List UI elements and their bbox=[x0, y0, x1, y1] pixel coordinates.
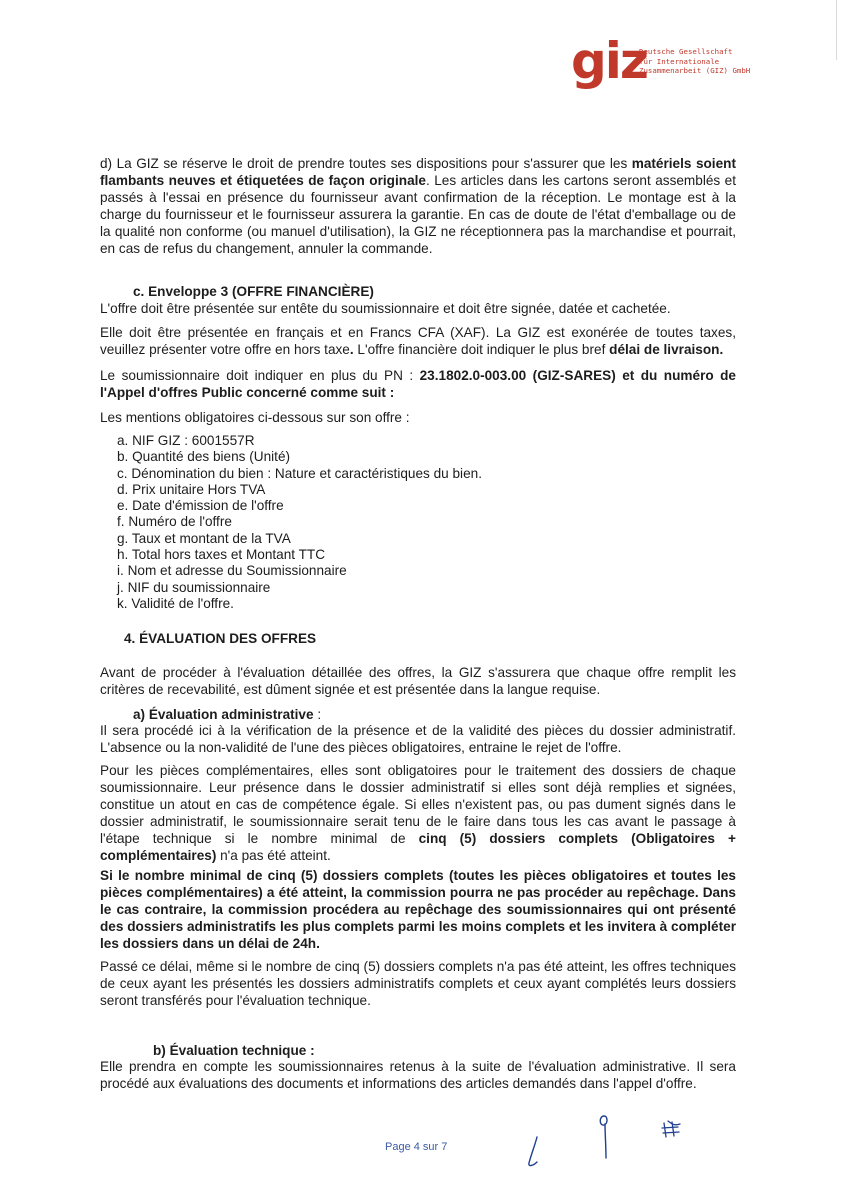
section4-intro-text: Avant de procéder à l'évaluation détaillée des offres, la GIZ s'assurera que chaque offre remplit les critères de recevabilité, est dûment signée et est présentée dans la langue requise. bbox=[100, 665, 736, 697]
envelope3-p2 bbox=[100, 324, 736, 358]
envelope3-p1 bbox=[100, 300, 736, 317]
admin-eval-p3-text: Si le nombre minimal de cinq (5) dossiers complets (toutes les pièces obligatoires et toutes les pièces complémentaires) a été atteint, la commission pourra ne pas procéder au repêchage. Dans le cas contraire, la commission procédera au repêchage des soumissionnaires qui ont présenté des dossiers administratifs les plus complets parmi les moins complets et les invitera à compléter les dossiers dans un délai de 24h. bbox=[100, 868, 736, 951]
list-item: g. Taux et montant de la TVA bbox=[117, 530, 291, 546]
list-item: f. Numéro de l'offre bbox=[117, 514, 232, 530]
page-edge-line bbox=[836, 0, 837, 60]
section4-intro bbox=[100, 664, 736, 698]
admin-eval-p2 bbox=[100, 762, 736, 864]
paragraph-d-bold: matériels soient flambants neuves et étiquetées de façon originale bbox=[100, 156, 736, 188]
admin-eval-p2-text-1: Pour les pièces complémentaires, elles sont obligatoires pour le traitement des dossiers de chaque soumissionnaire. Leur présence dans le dossier administratif si elles sont déjà remplies et signées, constitue un atout en cas de compétence égale. Si elles n'existent pas, ou pas dument signés dans le dossier administratif, le soumissionnaire serait tenu de le faire dans tous les cas avant le passage à l'étape technique si le nombre minimal de bbox=[100, 763, 736, 846]
list-item: i. Nom et adresse du Soumissionnaire bbox=[117, 563, 347, 579]
initial-mark-1 bbox=[525, 1135, 545, 1169]
tech-eval-p1-text: Elle prendra en compte les soumissionnaires retenus à la suite de l'évaluation administrative. Il sera procédé aux évaluations des documents et informations des articles demandés dans l'appel d'offre. bbox=[100, 1059, 736, 1091]
list-item: e. Date d'émission de l'offre bbox=[117, 498, 284, 514]
admin-eval-p3 bbox=[100, 867, 736, 952]
logo-text bbox=[639, 47, 769, 76]
page-number: Page 4 sur 7 bbox=[385, 1141, 448, 1153]
envelope3-p4-text: Les mentions obligatoires ci-dessous sur son offre : bbox=[100, 410, 410, 425]
logo-line-2: für Internationale bbox=[639, 56, 720, 66]
list-item: d. Prix unitaire Hors TVA bbox=[117, 481, 266, 497]
mandatory-mentions-list bbox=[117, 433, 717, 612]
envelope3-p3-text: Le soumissionnaire doit indiquer en plus du PN : bbox=[100, 368, 420, 383]
admin-eval-p4-text: Passé ce délai, même si le nombre de cinq (5) dossiers complets n'a pas été atteint, les offres techniques de ceux ayant les présentés les dossiers administratifs complets et ceux ayant complétés leurs dossiers seront transférés pour l'évaluation technique. bbox=[100, 959, 736, 1008]
admin-eval-heading bbox=[133, 706, 321, 723]
envelope3-p2-text-1: Elle doit être présentée en français et en Francs CFA (XAF). La GIZ est exonérée de toutes taxes, veuillez présenter votre offre en hors taxe bbox=[100, 325, 736, 357]
admin-eval-p2-text-2: n'a pas été atteint. bbox=[216, 848, 331, 863]
admin-eval-p1 bbox=[100, 722, 736, 756]
admin-eval-heading-colon: : bbox=[313, 707, 322, 722]
list-item: j. NIF du soumissionnaire bbox=[117, 579, 271, 595]
envelope3-p2-bold-2: délai de livraison. bbox=[609, 342, 724, 357]
section4-heading: 4. ÉVALUATION DES OFFRES bbox=[124, 631, 317, 646]
paragraph-d-text-2: . Les articles dans les cartons seront assemblés et passés à l'essai en présence du fournisseur avant confirmation de la réception. Le montage est à la charge du fournisseur et le fournisseur assurera la garantie. En cas de doute de l'état d'emballage ou de la qualité non conforme (ou manuel d'utilisation), la GIZ ne réceptionnera pas la marchandise et pourrait, en cas de refus du changement, annuler la commande. bbox=[100, 173, 736, 256]
envelope3-heading: c. Enveloppe 3 (OFFRE FINANCIÈRE) bbox=[133, 284, 374, 299]
admin-eval-heading-text: a) Évaluation administrative bbox=[133, 707, 314, 722]
envelope3-p3 bbox=[100, 367, 736, 401]
list-item: k. Validité de l'offre. bbox=[117, 595, 234, 611]
envelope3-p3-bold: 23.1802.0-003.00 (GIZ-SARES) et du numéro de l'Appel d'offres Public concerné comme suit : bbox=[100, 368, 736, 400]
admin-eval-p4 bbox=[100, 958, 736, 1009]
initial-mark-3 bbox=[660, 1120, 682, 1140]
list-item: a. NIF GIZ : 6001557R bbox=[117, 433, 255, 448]
logo-line-1: Deutsche Gesellschaft bbox=[639, 47, 733, 56]
initial-mark-2 bbox=[595, 1110, 613, 1160]
list-item: c. Dénomination du bien : Nature et caractéristiques du bien. bbox=[117, 465, 482, 481]
tech-eval-p1 bbox=[100, 1058, 736, 1092]
tech-eval-heading: b) Évaluation technique : bbox=[153, 1043, 315, 1058]
envelope3-p1-text: L'offre doit être présentée sur entête du soumissionnaire et doit être signée, datée et cachetée. bbox=[100, 301, 671, 316]
list-item: h. Total hors taxes et Montant TTC bbox=[117, 547, 326, 563]
logo-line-3: Zusammenarbeit (GIZ) GmbH bbox=[639, 66, 751, 75]
envelope3-p4 bbox=[100, 409, 736, 426]
admin-eval-p2-bold: cinq (5) dossiers complets (Obligatoires + complémentaires) bbox=[100, 831, 736, 863]
admin-eval-p1-text: Il sera procédé ici à la vérification de la présence et de la validité des pièces du dossier administratif. L'absence ou la non-validité de l'une des pièces obligatoires, entraine le rejet de l'offre. bbox=[100, 723, 736, 755]
envelope3-p2-bold-1: . bbox=[349, 342, 354, 357]
paragraph-d bbox=[100, 155, 736, 257]
logo-mark: giz bbox=[571, 32, 648, 90]
paragraph-d-text-1: d) La GIZ se réserve le droit de prendre toutes ses dispositions pour s'assurer que les bbox=[100, 156, 632, 171]
envelope3-p2-text-2: L'offre financière doit indiquer le plus bref bbox=[353, 342, 610, 357]
list-item: b. Quantité des biens (Unité) bbox=[117, 449, 291, 465]
